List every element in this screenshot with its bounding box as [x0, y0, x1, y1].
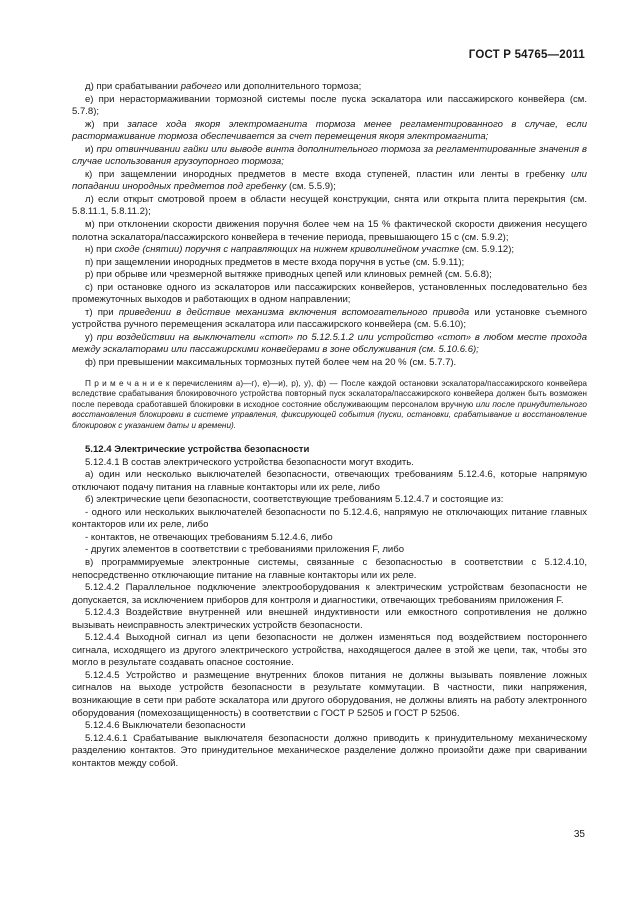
section-paragraph: 5.12.4.2 Параллельное подключение электрооборудования к электрическим устройствам безопасности не допускается, за исключением приборов для контроля и диагностики, отвечающих требованиям приложения F. [72, 582, 587, 606]
list-item-u: у) при воздействии на выключатели «стоп» по 5.12.5.1.2 или устройство «стоп» в любом месте прохода между эскалаторами или пассажирскими конвейерами в зоне обслуживания (см. 5.10.6.6); [72, 331, 588, 356]
list-item-s: с) при остановке одного из эскалаторов или пассажирских конвейеров, установленных последовательно без промежуточных выходов и работающих в одном направлении; [72, 281, 587, 306]
section-paragraph: б) электрические цепи безопасности, соответствующие требованиям 5.12.4.7 и состоящие из: [85, 494, 504, 506]
section-paragraph: а) один или несколько выключателей безопасности, отвечающих требованиям 5.12.4.6, которые напрямую отключают подачу питания на главные контакторы или их реле, либо [72, 469, 587, 493]
section-paragraph: 5.12.4.1 В состав электрического устройства безопасности могут входить. [85, 456, 414, 468]
list-item-l: л) если открыт смотровой проем в области несущей конструкции, снята или открыта плита перекрытия (см. 5.8.11.1, 5.8.11.2); [72, 193, 587, 218]
section-paragraph: в) программируемые электронные системы, связанные с безопасностью в соответствии с 5.12.4.10, непосредственно отключающие питание на главные контакторы или их реле. [72, 557, 587, 581]
section-paragraph: - контактов, не отвечающих требованиям 5.12.4.6, либо [85, 531, 333, 543]
section-paragraph: 5.12.4.6.1 Срабатывание выключателя безопасности должно приводить к принудительному механическому разделению контактов. Это принудительное механическое разделение должно произойти даже при сваривании контактов между собой. [72, 732, 587, 769]
list-item-t: т) при приведении в действие механизма включения вспомогательного привода или установке съемного устройства ручного перемещения эскалатора или пассажирского конвейера (см. 5.6.10); [72, 306, 588, 331]
list-item-d: д) при срабатывании рабочего или дополнительного тормоза; [85, 81, 362, 92]
section-title: 5.12.4 Электрические устройства безопасности [85, 444, 310, 456]
section-paragraph: 5.12.4.6 Выключатели безопасности [85, 720, 246, 732]
list-item-k: к) при защемлении инородных предметов в месте входа ступеней, пластин или ленты в гребенку или попадании инородных предметов под гребенку (см. 5.5.9); [72, 168, 587, 193]
page-number: 35 [573, 829, 585, 840]
list-item-zh: ж) при запасе хода якоря электромагнита тормоза менее регламентированного в случае, если растормаживание тормоза обеспечивается за счет перемещения якоря электромагнита; [72, 118, 588, 143]
list-item-n: н) при сходе (снятии) поручня с направляющих на нижнем криволинейном участке (см. 5.9.12); [85, 244, 515, 256]
note-paragraph: П р и м е ч а н и е к перечислениям а)—г), е)—и), р), у), ф) — После каждой остановки эскалатора/пассажирского конвейера вследствие срабатывания блокировочного устройства повторный пуск эскалатора/пассажирского конвейера должен быть возможен после перевода сработавшей блокировки в исходное состояние обслуживающим персоналом вручную или после принудительного восстановления блокировки в системе управления, фиксирующей события (пуски, остановки, срабатывание и восстановление блокировок с указанием даты и времени). [72, 378, 588, 430]
list-item-i: и) при отвинчивании гайки или выводе винта дополнительного тормоза за регламентированные значения в случае использования грузоупорного тормоза; [72, 143, 587, 168]
section-paragraph: 5.12.4.3 Воздействие внутренней или внешней индуктивности или емкостного сопротивления не должно вызывать неисправность электрических устройств безопасности. [72, 607, 587, 631]
list-item-p: п) при защемлении инородных предметов в месте входа поручня в устье (см. 5.9.11); [85, 256, 465, 268]
page-body [72, 81, 587, 770]
section-paragraph: - других элементов в соответствии с требованиями приложения F, либо [85, 544, 405, 556]
section-paragraph: - одного или нескольких выключателей безопасности по 5.12.4.6, напрямую не отключающих питание главных контакторов или их реле, либо [72, 506, 587, 531]
list-item-e: е) при нерастормаживании тормозной системы после пуска эскалатора или пассажирского конвейера (см. 5.7.8); [72, 93, 587, 118]
section-paragraph: 5.12.4.4 Выходной сигнал из цепи безопасности не должен изменяться под воздействием постороннего сигнала, исходящего из другого электрического устройства, находящегося далее в этой же цепи, так, чтобы это могло в результате создавать опасное состояние. [72, 632, 587, 669]
document-header: ГОСТ Р 54765—2011 [468, 49, 585, 61]
list-item-f: ф) при превышении максимальных тормозных путей более чем на 20 % (см. 5.7.7). [85, 357, 457, 369]
list-item-m: м) при отклонении скорости движения поручня более чем на 15 % фактической скорости движения несущего полотна эскалатора/пассажирского конвейера в течение периода, превышающего 15 с (см. 5.9.2); [72, 219, 587, 243]
section-paragraph: 5.12.4.5 Устройство и размещение внутренних блоков питания не должны вызывать появление ложных сигналов на выходе устройств безопасности в результате коммутации. В частности, пики напряжения, возникающие в сети при работе эскалатора или другого оборудования, не должны влиять на работу электронного оборудования (помехозащищенность) в соответствии с ГОСТ Р 52505 и ГОСТ Р 52506. [72, 669, 587, 719]
list-item-r: р) при обрыве или чрезмерной вытяжке приводных цепей или клиновых ремней (см. 5.6.8); [85, 269, 492, 281]
